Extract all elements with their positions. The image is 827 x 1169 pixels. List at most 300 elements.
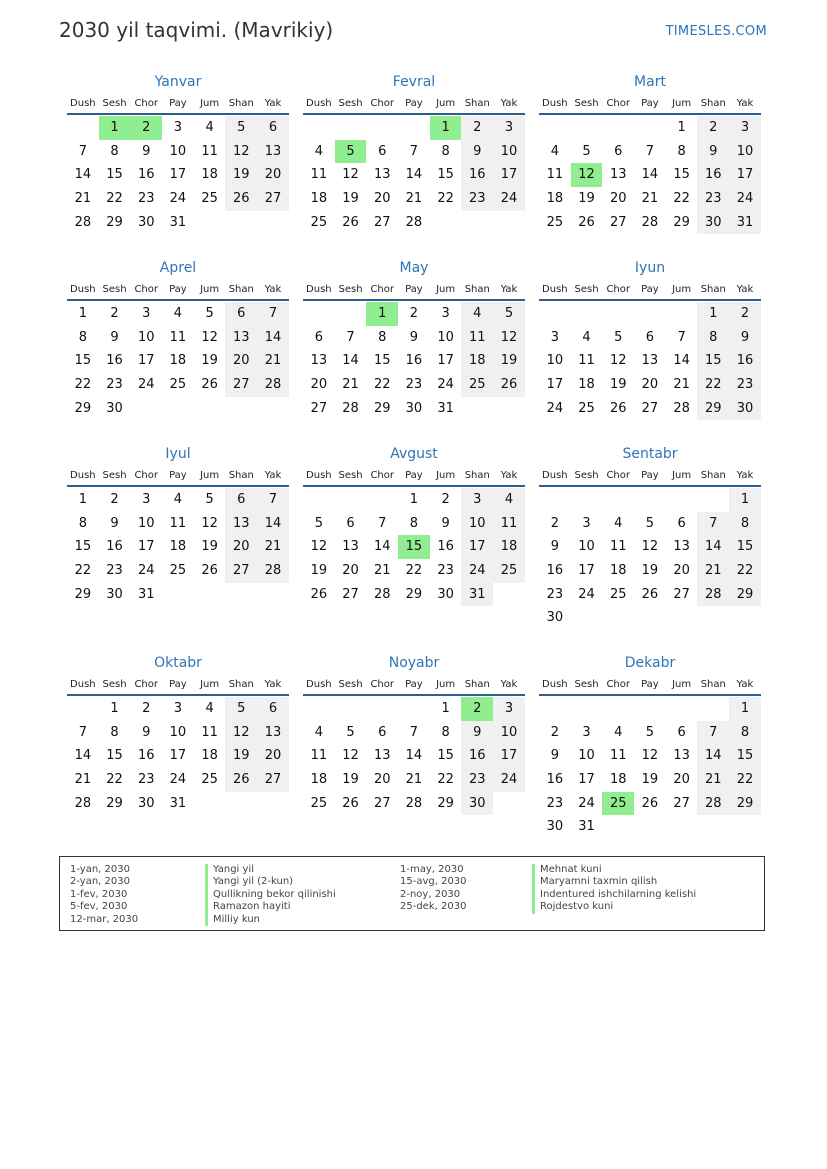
day-cell: 1 [78,492,87,507]
empty-cell [398,116,430,140]
weekday-label: Jum [200,98,220,109]
day-cell: 15 [74,539,92,555]
day-cell: 9 [142,143,151,159]
day-cell: 24 [729,187,761,211]
weekday-label: Sesh [574,284,599,295]
day-cell: 23 [546,586,564,602]
day-cell: 13 [373,748,391,764]
day-cell: 29 [106,214,123,230]
weekday-label: Yak [264,679,282,690]
day-grid [303,488,525,606]
day-cell: 2 [550,515,559,531]
day-cell: 21 [405,772,423,788]
day-cell: 20 [225,535,257,559]
day-cell: 17 [437,353,454,369]
day-cell: 30 [106,400,123,416]
weekday-label: Yak [500,470,518,481]
day-grid [539,697,761,839]
month-iyul [67,444,289,606]
day-cell: 1 [110,701,119,716]
day-cell: 1 [409,492,419,507]
day-cell: 26 [201,563,218,579]
day-cell: 8 [110,724,119,740]
day-cell: 11 [609,539,627,555]
day-cell: 25 [609,586,627,602]
day-cell: 2 [550,724,559,740]
day-cell: 23 [137,772,155,788]
day-cell: 23 [461,768,493,792]
day-cell: 3 [173,701,183,716]
day-cell: 30 [137,214,155,230]
day-cell: 14 [405,748,423,764]
day-cell: 6 [378,724,387,740]
day-cell: 17 [493,744,525,768]
day-cell: 1 [729,488,761,512]
day-cell: 2 [409,306,419,321]
weekday-label: Sesh [574,98,599,109]
weekday-label: Shan [464,470,490,481]
day-cell: 19 [641,772,659,788]
day-cell: 10 [137,329,155,345]
day-cell: 19 [342,772,359,788]
day-cell: 6 [257,697,289,721]
day-cell: 5 [614,329,623,345]
holiday-day-cell: 15 [398,535,430,559]
day-cell: 19 [578,191,595,207]
day-cell: 11 [201,724,218,740]
day-cell: 28 [641,214,659,230]
day-cell: 4 [614,515,623,531]
day-cell: 28 [697,792,729,816]
day-cell: 18 [578,377,595,393]
day-cell: 24 [169,772,187,788]
day-cell: 13 [673,748,690,764]
day-cell: 9 [110,515,119,531]
empty-cell [366,488,398,512]
holiday-day-cell: 2 [130,116,162,140]
day-cell: 25 [201,772,218,788]
empty-cell [366,697,398,721]
day-cell: 8 [78,515,87,531]
day-cell: 23 [106,563,123,579]
weekday-header [67,281,289,301]
day-cell: 8 [78,329,87,345]
weekday-header [539,467,761,487]
holiday-dates-right [400,864,467,914]
day-cell: 20 [673,772,690,788]
weekday-label: Yak [500,98,518,109]
holiday-name: Rojdestvo kuni [532,901,696,913]
day-grid [539,116,761,234]
empty-cell [335,488,367,512]
day-cell: 25 [578,400,595,416]
holiday-names-left [205,864,336,926]
weekday-label: Shan [228,98,254,109]
day-cell: 27 [310,400,328,416]
holiday-day-cell: 12 [571,163,603,187]
day-cell: 6 [645,329,655,345]
holiday-day-cell: 1 [99,116,131,140]
day-cell: 21 [697,768,729,792]
weekday-label: Pay [405,679,423,690]
day-cell: 5 [645,515,655,531]
weekday-label: Pay [641,284,659,295]
day-cell: 12 [225,721,257,745]
month-oktabr [67,653,289,815]
day-cell: 27 [609,214,627,230]
day-cell: 19 [310,563,328,579]
empty-cell [303,697,335,721]
weekday-label: Yak [264,470,282,481]
weekday-label: Chor [606,98,630,109]
holiday-day-cell: 1 [430,116,462,140]
day-cell: 20 [342,563,359,579]
month-mart [539,72,761,234]
holiday-date: 1-yan, 2030 [70,864,130,875]
day-cell: 11 [546,167,564,183]
weekday-label: Jum [436,98,456,109]
holiday-date: 1-fev, 2030 [70,888,128,900]
weekday-label: Jum [200,284,220,295]
day-cell: 28 [74,214,92,230]
weekday-label: Yak [736,679,754,690]
day-cell: 21 [641,191,659,207]
day-cell: 30 [697,211,729,235]
day-cell: 13 [310,353,328,369]
weekday-label: Pay [641,679,659,690]
holiday-day-cell: 2 [461,697,493,721]
weekday-label: Yak [736,284,754,295]
day-cell: 7 [78,724,87,740]
weekday-header [303,676,525,696]
empty-cell [571,488,603,512]
day-cell: 19 [641,563,659,579]
site-brand-link[interactable]: TIMESLES.COM [665,24,767,39]
weekday-label: Chor [370,98,394,109]
holiday-name: Yangi yil [205,864,336,876]
weekday-label: Yak [500,679,518,690]
weekday-label: Pay [169,679,187,690]
empty-cell [67,697,99,721]
day-cell: 15 [106,748,123,764]
holiday-day-cell: 25 [602,792,634,816]
day-cell: 3 [493,116,525,140]
day-cell: 4 [493,488,525,512]
day-cell: 26 [578,214,595,230]
day-cell: 26 [310,586,328,602]
day-cell: 8 [697,326,729,350]
weekday-label: Dush [542,284,568,295]
weekday-label: Chor [606,679,630,690]
day-cell: 17 [578,563,595,579]
day-cell: 23 [729,373,761,397]
weekday-label: Shan [700,470,726,481]
day-cell: 24 [137,377,155,393]
day-cell: 10 [578,748,595,764]
day-cell: 8 [729,512,761,536]
weekday-label: Yak [264,98,282,109]
holiday-name: Qullikning bekor qilinishi [205,889,336,901]
day-grid [303,697,525,815]
day-cell: 28 [74,795,92,811]
empty-cell [697,697,729,721]
day-cell: 16 [697,163,729,187]
day-cell: 28 [673,400,690,416]
day-cell: 20 [257,744,289,768]
day-cell: 4 [314,143,323,159]
day-cell: 17 [137,539,155,555]
month-fevral [303,72,525,234]
day-cell: 9 [550,539,559,555]
day-cell: 15 [729,744,761,768]
weekday-label: Jum [436,284,456,295]
day-cell: 30 [461,792,493,816]
month-yanvar [67,72,289,234]
day-cell: 24 [493,768,525,792]
empty-cell [634,116,666,140]
day-cell: 15 [437,167,454,183]
day-cell: 4 [461,302,493,326]
day-cell: 16 [106,539,123,555]
day-cell: 6 [314,329,323,345]
day-cell: 14 [697,744,729,768]
day-cell: 22 [729,559,761,583]
day-cell: 14 [373,539,391,555]
weekday-label: Pay [405,470,423,481]
day-cell: 12 [225,140,257,164]
empty-cell [602,697,634,721]
day-cell: 20 [373,772,391,788]
day-cell: 2 [110,492,119,507]
weekday-label: Dush [70,470,96,481]
day-cell: 19 [225,163,257,187]
month-name: Iyun [634,260,666,276]
day-cell: 25 [310,214,328,230]
day-cell: 23 [546,795,564,811]
day-cell: 19 [225,744,257,768]
day-cell: 27 [373,214,391,230]
day-cell: 23 [697,187,729,211]
day-cell: 18 [169,539,187,555]
month-iyun [539,258,761,420]
day-cell: 23 [405,377,423,393]
day-cell: 26 [225,768,257,792]
day-cell: 17 [578,772,595,788]
day-cell: 14 [257,326,289,350]
day-cell: 30 [546,610,564,626]
day-cell: 18 [493,535,525,559]
day-cell: 10 [137,515,155,531]
day-cell: 3 [582,515,591,531]
day-cell: 2 [441,492,450,507]
holiday-date: 2-yan, 2030 [70,876,130,888]
weekday-header [539,95,761,115]
day-cell: 1 [78,306,87,321]
holiday-name: Maryamni taxmin qilish [532,876,696,888]
day-cell: 22 [74,377,92,393]
day-cell: 10 [578,539,595,555]
month-noyabr [303,653,525,815]
month-aprel [67,258,289,420]
day-grid [67,488,289,606]
day-cell: 8 [409,515,419,531]
day-cell: 11 [493,512,525,536]
weekday-label: Shan [464,679,490,690]
day-cell: 23 [137,191,155,207]
day-cell: 24 [578,795,595,811]
day-cell: 16 [137,167,155,183]
day-cell: 17 [169,748,187,764]
day-cell: 20 [225,349,257,373]
holiday-name: Mehnat kuni [532,864,696,876]
day-cell: 28 [342,400,359,416]
day-cell: 24 [546,400,564,416]
day-cell: 4 [205,701,214,716]
weekday-label: Yak [736,470,754,481]
day-cell: 18 [546,191,564,207]
holiday-name: Milliy kun [205,914,336,926]
day-cell: 15 [74,353,92,369]
day-cell: 12 [641,539,659,555]
day-cell: 29 [437,795,454,811]
day-cell: 17 [137,353,155,369]
day-cell: 14 [641,167,659,183]
day-cell: 22 [373,377,391,393]
month-name: Yanvar [154,74,202,90]
day-cell: 28 [697,583,729,607]
day-cell: 13 [673,539,690,555]
weekday-label: Chor [134,98,158,109]
weekday-label: Jum [436,679,456,690]
page-title: 2030 yil taqvimi. (Mavrikiy) [59,18,334,42]
day-grid [539,302,761,420]
day-cell: 3 [142,306,151,321]
month-name: May [399,260,429,276]
day-cell: 5 [225,116,257,140]
day-cell: 3 [582,724,591,740]
holiday-date: 25-dek, 2030 [400,901,467,913]
day-cell: 16 [729,349,761,373]
holiday-date: 5-fev, 2030 [70,901,128,913]
weekday-label: Dush [542,98,568,109]
weekday-label: Chor [134,470,158,481]
day-cell: 7 [409,143,419,159]
day-cell: 15 [106,167,123,183]
day-cell: 11 [609,748,627,764]
day-cell: 9 [409,329,419,345]
day-cell: 14 [74,748,92,764]
weekday-label: Dush [306,98,332,109]
weekday-label: Jum [672,679,692,690]
day-cell: 13 [609,167,627,183]
day-cell: 4 [314,724,323,740]
weekday-header [303,281,525,301]
weekday-label: Sesh [338,98,363,109]
weekday-label: Dush [70,98,96,109]
day-cell: 21 [405,191,423,207]
day-cell: 12 [641,748,659,764]
weekday-label: Yak [500,284,518,295]
month-may [303,258,525,420]
weekday-label: Sesh [338,284,363,295]
holiday-date: 15-avg, 2030 [400,876,467,888]
day-cell: 12 [310,539,328,555]
day-grid [539,488,761,630]
day-cell: 20 [673,563,690,579]
day-cell: 5 [582,143,591,159]
day-cell: 30 [405,400,423,416]
day-cell: 21 [257,535,289,559]
weekday-label: Jum [200,470,220,481]
day-cell: 7 [677,329,686,345]
day-cell: 22 [437,191,454,207]
weekday-header [303,95,525,115]
weekday-label: Sesh [102,679,127,690]
day-cell: 28 [373,586,391,602]
day-cell: 9 [110,329,119,345]
month-name: Avgust [390,446,438,462]
day-cell: 6 [225,488,257,512]
day-cell: 5 [346,724,355,740]
weekday-label: Shan [700,98,726,109]
empty-cell [303,116,335,140]
day-cell: 11 [578,353,595,369]
day-cell: 3 [441,306,450,321]
day-cell: 5 [493,302,525,326]
day-cell: 8 [441,724,450,740]
weekday-label: Chor [370,470,394,481]
holiday-name: Yangi yil (2-kun) [205,876,336,888]
day-grid [67,302,289,420]
empty-cell [602,116,634,140]
day-cell: 24 [461,559,493,583]
day-cell: 9 [729,326,761,350]
day-cell: 15 [729,535,761,559]
day-cell: 14 [257,512,289,536]
holiday-day-cell: 5 [335,140,367,164]
day-cell: 28 [405,795,423,811]
day-cell: 21 [257,349,289,373]
day-cell: 21 [673,377,690,393]
day-cell: 16 [106,353,123,369]
day-cell: 22 [405,563,423,579]
day-cell: 8 [378,329,387,345]
day-cell: 4 [582,329,591,345]
day-cell: 12 [201,515,218,531]
day-cell: 6 [614,143,623,159]
day-cell: 26 [609,400,627,416]
day-cell: 29 [729,583,761,607]
day-cell: 8 [441,143,450,159]
day-cell: 12 [342,748,359,764]
day-cell: 18 [609,772,627,788]
day-cell: 12 [493,326,525,350]
day-cell: 13 [342,539,359,555]
empty-cell [539,697,571,721]
weekday-label: Dush [306,284,332,295]
day-cell: 26 [493,373,525,397]
day-cell: 27 [641,400,659,416]
day-cell: 23 [461,187,493,211]
day-cell: 24 [578,586,595,602]
weekday-label: Pay [169,470,187,481]
month-name: Iyul [165,446,191,462]
day-cell: 29 [74,586,92,602]
day-cell: 13 [225,512,257,536]
day-cell: 7 [645,143,655,159]
day-cell: 14 [697,535,729,559]
day-cell: 17 [546,377,564,393]
